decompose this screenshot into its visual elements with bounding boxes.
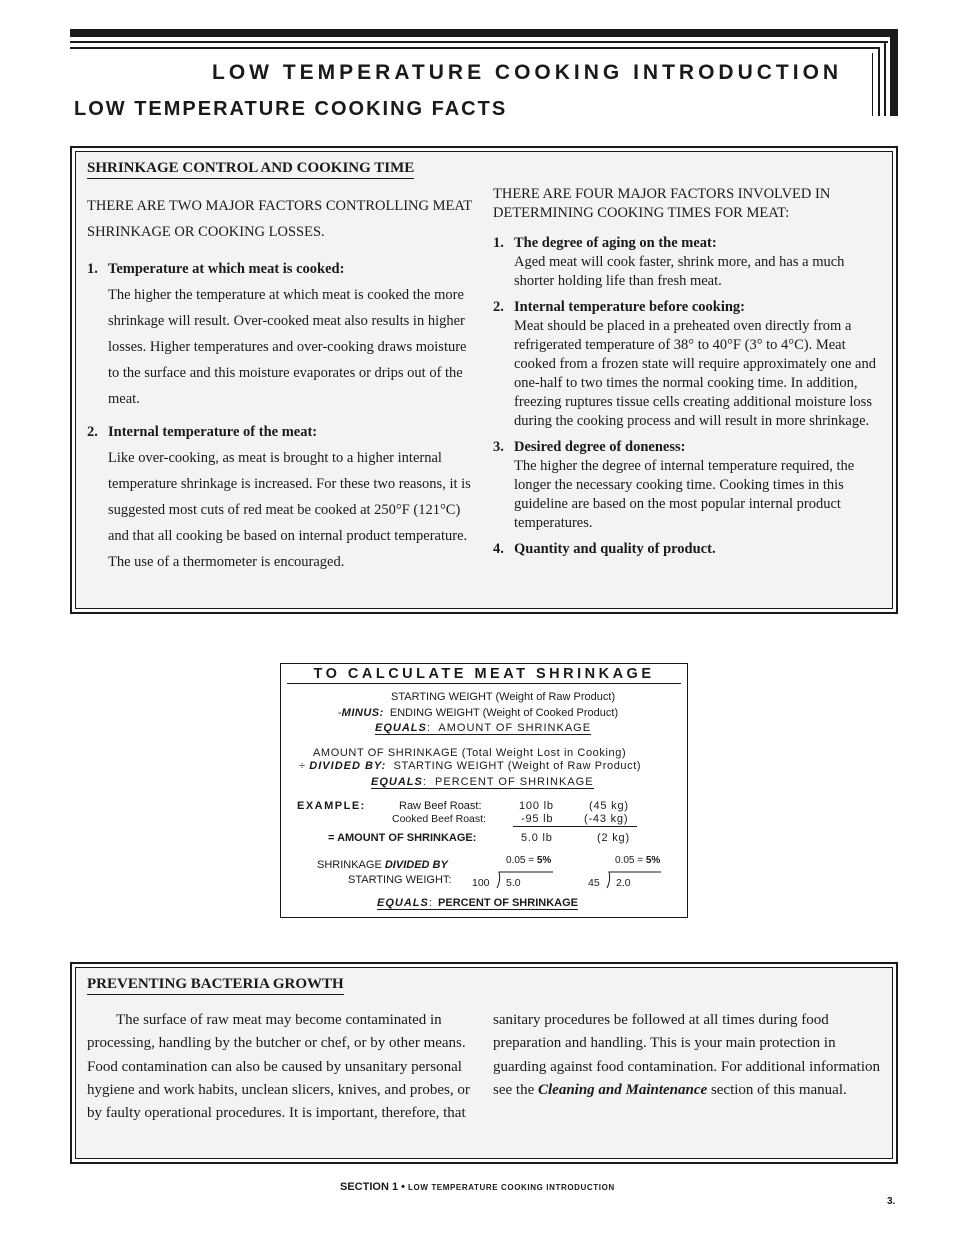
calc-line-equals-percent: EQUALS: PERCENT OF SHRINKAGE [371,776,594,788]
divisor-lb: 100 [472,877,490,889]
calc-line-divided: ÷ DIVIDED BY: STARTING WEIGHT (Weight of Raw Product) [299,760,642,772]
calc-line-amount: AMOUNT OF SHRINKAGE (Total Weight Lost in Cooking) [313,747,627,759]
shrinkage-right-column [493,185,885,559]
shrinkage-heading: SHRINKAGE CONTROL AND COOKING TIME [87,160,414,179]
list-item: 1. The degree of aging on the meat: Aged meat will cook faster, shrink more, and has a much shorter holding life than fresh meat. [493,234,885,291]
page-title: LOW TEMPERATURE COOKING FACTS [74,98,508,120]
example-divider [513,826,637,827]
long-division-bracket-lb [495,868,555,890]
calc-final-equals: EQUALS: PERCENT OF SHRINKAGE [377,897,578,909]
shrinkage-divided-label: SHRINKAGE DIVIDED BY [317,859,448,871]
raw-roast-kg: (45 kg) [589,800,629,812]
item-text: Like over-cooking, as meat is brought to a higher internal temperature shrinkage is increased. For these two reasons, it is suggested most cuts of red meat be cooked at 250°F (121°C) and that all cooking be based on internal product temperature. The use of a thermometer is encouraged. [108,450,471,570]
manual-section-reference: Cleaning and Maintenance [537,1081,708,1098]
item-text: The higher the temperature at which meat is cooked the more shrinkage will result. Over-cooked meat also results in higher losses. Higher temperatures and over-cooking draws moisture to the surface and this moisture evaporates or drips out of the meat. [108,287,467,407]
shrinkage-calculation-box [280,663,688,918]
list-item: 2. Internal temperature of the meat: Like over-cooking, as meat is brought to a higher internal temperature shrinkage is increased. For these two reasons, it is suggested most cuts of red meat be cooked at 250°F (121°C) and that all cooking be based on internal product temperature. The use of a thermometer is encouraged. [87,419,479,575]
amount-kg: (2 kg) [597,832,630,844]
item-title: Desired degree of doneness: [514,439,686,455]
cooked-roast-label: Cooked Beef Roast: [392,813,486,825]
result-kg: 0.05 = 5% [615,855,661,866]
calc-line-minus: -MINUS: ENDING WEIGHT (Weight of Cooked Product) [338,707,619,719]
calc-line-equals-amount: EQUALS: AMOUNT OF SHRINKAGE [375,722,592,734]
bacteria-heading: PREVENTING BACTERIA GROWTH [87,976,344,995]
list-item: 4. Quantity and quality of product. [493,540,885,559]
shrinkage-left-intro: THERE ARE TWO MAJOR FACTORS CONTROLLING MEAT SHRINKAGE OR COOKING LOSSES. [87,198,472,240]
shrinkage-right-intro: THERE ARE FOUR MAJOR FACTORS INVOLVED IN DETERMINING COOKING TIMES FOR MEAT: [493,186,831,221]
example-label: EXAMPLE: [297,800,366,812]
raw-roast-label: Raw Beef Roast: [399,800,482,812]
item-title: Internal temperature before cooking: [514,299,746,315]
header-title: LOW TEMPERATURE COOKING INTRODUCTION [212,61,843,84]
calc-line-starting-weight: STARTING WEIGHT (Weight of Raw Product) [391,691,616,703]
long-division-bracket-kg [605,868,665,890]
cooked-roast-kg: (-43 kg) [584,813,629,825]
dividend-lb: 5.0 [506,877,521,889]
bacteria-left-paragraph: The surface of raw meat may become contaminated in processing, handling by the butcher or chef, or by other means. Food contamination can also be caused by unsanitary personal hygiene and work habits, unclean slicers, knives, and probes, or by faulty operational procedures. It is important, therefore, that [87,1012,470,1122]
amount-lb: 5.0 lb [521,832,553,844]
page-number: 3. [887,1196,896,1207]
item-title: Quantity and quality of product. [514,541,716,557]
list-item: 3. Desired degree of doneness: The higher the degree of internal temperature required, the longer the necessary cooking time. Cooking times in this guideline are based on the most popular internal product temperatures. [493,438,885,533]
list-item: 2. Internal temperature before cooking: Meat should be placed in a preheated oven directly from a refrigerated temperature of 38° to 40°F (3° to 4°C). Meat cooked from a frozen state will require approximately one and one-half to two times the normal cooking time. In addition, freezing ruptures tissue cells creating additional moisture loss during the cooking process and will result in more shrinkage. [493,298,885,431]
amount-of-shrinkage-label: = AMOUNT OF SHRINKAGE: [328,832,477,844]
item-text: Aged meat will cook faster, shrink more, and has a much shorter holding life than fresh meat. [514,254,845,289]
item-title: The degree of aging on the meat: [514,235,717,251]
list-item: 1. Temperature at which meat is cooked: The higher the temperature at which meat is cooked the more shrinkage will result. Over-cooked meat also results in higher losses. Higher temperatures and over-cooking draws moisture to the surface and this moisture evaporates or drips out of the meat. [87,256,479,412]
item-title: Internal temperature of the meat: [108,424,318,440]
calc-title: TO CALCULATE MEAT SHRINKAGE [287,666,681,684]
item-text: Meat should be placed in a preheated oven directly from a refrigerated temperature of 38° to 40°F (3° to 4°C). Meat cooked from a frozen state will require approximately one and one-half to two times the normal cooking time. In addition, freezing ruptures tissue cells creating additional moisture loss during the cooking process and will result in more shrinkage. [514,318,876,429]
starting-weight-label: STARTING WEIGHT: [348,874,452,886]
divisor-kg: 45 [588,877,600,889]
footer-section-label: SECTION 1 • LOW TEMPERATURE COOKING INTRODUCTION [340,1181,615,1193]
item-text: The higher the degree of internal temperature required, the longer the necessary cooking time. Cooking times in this guideline are based on the most popular internal product temperatures. [514,458,855,531]
raw-roast-lb: 100 lb [519,800,554,812]
cooked-roast-lb: -95 lb [521,813,554,825]
result-lb: 0.05 = 5% [506,855,552,866]
dividend-kg: 2.0 [616,877,631,889]
item-title: Temperature at which meat is cooked: [108,261,345,277]
shrinkage-left-column [87,193,479,575]
bacteria-right-paragraph: sanitary procedures be followed at all times during food preparation and handling. This is your main protection in guarding against food contamination. For additional information see the Cleaning and Maintenance section of this manual. [493,1012,881,1098]
